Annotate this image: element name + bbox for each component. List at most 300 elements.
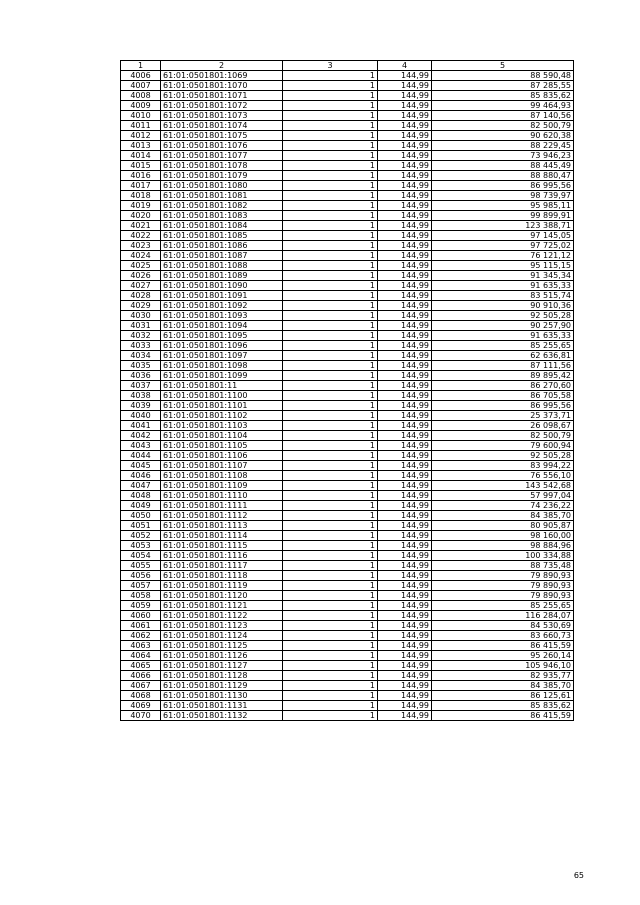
row-number-cell: 4009 — [121, 101, 161, 111]
value-cell: 79 600,94 — [432, 441, 574, 451]
value-cell: 82 935,77 — [432, 671, 574, 681]
table-row — [121, 121, 574, 131]
count-cell: 1 — [283, 521, 378, 531]
area-cell: 144,99 — [378, 421, 432, 431]
table-row — [121, 191, 574, 201]
row-number-cell: 4032 — [121, 331, 161, 341]
area-cell: 144,99 — [378, 561, 432, 571]
count-cell: 1 — [283, 241, 378, 251]
cadastral-number-cell: 61:01:0501801:1073 — [161, 111, 283, 121]
area-cell: 144,99 — [378, 311, 432, 321]
row-number-cell: 4045 — [121, 461, 161, 471]
table-row — [121, 471, 574, 481]
cadastral-number-cell: 61:01:0501801:1098 — [161, 361, 283, 371]
value-cell: 100 334,88 — [432, 551, 574, 561]
area-cell: 144,99 — [378, 451, 432, 461]
count-cell: 1 — [283, 411, 378, 421]
area-cell: 144,99 — [378, 401, 432, 411]
count-cell: 1 — [283, 591, 378, 601]
value-cell: 98 739,97 — [432, 191, 574, 201]
row-number-cell: 4036 — [121, 371, 161, 381]
table-row — [121, 601, 574, 611]
cadastral-number-cell: 61:01:0501801:1094 — [161, 321, 283, 331]
area-cell: 144,99 — [378, 191, 432, 201]
cadastral-number-cell: 61:01:0501801:1107 — [161, 461, 283, 471]
row-number-cell: 4007 — [121, 81, 161, 91]
value-cell: 80 905,87 — [432, 521, 574, 531]
count-cell: 1 — [283, 321, 378, 331]
count-cell: 1 — [283, 201, 378, 211]
table-row — [121, 181, 574, 191]
table-row — [121, 571, 574, 581]
table-row — [121, 321, 574, 331]
count-cell: 1 — [283, 691, 378, 701]
area-cell: 144,99 — [378, 591, 432, 601]
row-number-cell: 4018 — [121, 191, 161, 201]
cadastral-number-cell: 61:01:0501801:1074 — [161, 121, 283, 131]
count-cell: 1 — [283, 371, 378, 381]
row-number-cell: 4031 — [121, 321, 161, 331]
count-cell: 1 — [283, 71, 378, 81]
cadastral-number-cell: 61:01:0501801:1092 — [161, 301, 283, 311]
cadastral-number-cell: 61:01:0501801:1114 — [161, 531, 283, 541]
row-number-cell: 4057 — [121, 581, 161, 591]
table-row — [121, 101, 574, 111]
row-number-cell: 4068 — [121, 691, 161, 701]
cadastral-number-cell: 61:01:0501801:1083 — [161, 211, 283, 221]
area-cell: 144,99 — [378, 431, 432, 441]
table-row — [121, 111, 574, 121]
cadastral-number-cell: 61:01:0501801:1104 — [161, 431, 283, 441]
table-row — [121, 241, 574, 251]
value-cell: 95 985,11 — [432, 201, 574, 211]
table-row — [121, 421, 574, 431]
area-cell: 144,99 — [378, 131, 432, 141]
row-number-cell: 4039 — [121, 401, 161, 411]
table-row — [121, 671, 574, 681]
value-cell: 92 505,28 — [432, 451, 574, 461]
table-row — [121, 331, 574, 341]
value-cell: 99 899,91 — [432, 211, 574, 221]
cadastral-number-cell: 61:01:0501801:1071 — [161, 91, 283, 101]
value-cell: 143 542,68 — [432, 481, 574, 491]
value-cell: 89 895,42 — [432, 371, 574, 381]
row-number-cell: 4037 — [121, 381, 161, 391]
table-row — [121, 201, 574, 211]
count-cell: 1 — [283, 531, 378, 541]
cadastral-number-cell: 61:01:0501801:1128 — [161, 671, 283, 681]
value-cell: 86 415,59 — [432, 641, 574, 651]
row-number-cell: 4033 — [121, 341, 161, 351]
area-cell: 144,99 — [378, 481, 432, 491]
count-cell: 1 — [283, 481, 378, 491]
table-row — [121, 391, 574, 401]
count-cell: 1 — [283, 611, 378, 621]
value-cell: 86 995,56 — [432, 181, 574, 191]
value-cell: 83 660,73 — [432, 631, 574, 641]
table-row — [121, 541, 574, 551]
cadastral-number-cell: 61:01:0501801:1077 — [161, 151, 283, 161]
table-row — [121, 351, 574, 361]
value-cell: 95 260,14 — [432, 651, 574, 661]
area-cell: 144,99 — [378, 201, 432, 211]
area-cell: 144,99 — [378, 411, 432, 421]
area-cell: 144,99 — [378, 241, 432, 251]
row-number-cell: 4010 — [121, 111, 161, 121]
cadastral-number-cell: 61:01:0501801:1078 — [161, 161, 283, 171]
cadastral-number-cell: 61:01:0501801:1099 — [161, 371, 283, 381]
table-row — [121, 701, 574, 711]
count-cell: 1 — [283, 111, 378, 121]
table-row — [121, 511, 574, 521]
value-cell: 79 890,93 — [432, 571, 574, 581]
value-cell: 97 145,05 — [432, 231, 574, 241]
row-number-cell: 4059 — [121, 601, 161, 611]
value-cell: 91 345,34 — [432, 271, 574, 281]
row-number-cell: 4042 — [121, 431, 161, 441]
table-body — [121, 71, 574, 721]
count-cell: 1 — [283, 621, 378, 631]
cadastral-number-cell: 61:01:0501801:1112 — [161, 511, 283, 521]
row-number-cell: 4052 — [121, 531, 161, 541]
cadastral-number-cell: 61:01:0501801:1072 — [161, 101, 283, 111]
cadastral-number-cell: 61:01:0501801:1084 — [161, 221, 283, 231]
row-number-cell: 4069 — [121, 701, 161, 711]
table-row — [121, 501, 574, 511]
table-row — [121, 651, 574, 661]
area-cell: 144,99 — [378, 661, 432, 671]
cadastral-number-cell: 61:01:0501801:1097 — [161, 351, 283, 361]
count-cell: 1 — [283, 651, 378, 661]
cadastral-number-cell: 61:01:0501801:1120 — [161, 591, 283, 601]
count-cell: 1 — [283, 441, 378, 451]
value-cell: 86 705,58 — [432, 391, 574, 401]
area-cell: 144,99 — [378, 351, 432, 361]
value-cell: 73 946,23 — [432, 151, 574, 161]
count-cell: 1 — [283, 421, 378, 431]
count-cell: 1 — [283, 331, 378, 341]
row-number-cell: 4058 — [121, 591, 161, 601]
value-cell: 82 500,79 — [432, 121, 574, 131]
table-row — [121, 431, 574, 441]
table-row — [121, 681, 574, 691]
count-cell: 1 — [283, 181, 378, 191]
row-number-cell: 4014 — [121, 151, 161, 161]
page-number: 65 — [573, 871, 584, 880]
row-number-cell: 4044 — [121, 451, 161, 461]
table-row — [121, 481, 574, 491]
area-cell: 144,99 — [378, 541, 432, 551]
value-cell: 90 910,36 — [432, 301, 574, 311]
value-cell: 87 111,56 — [432, 361, 574, 371]
column-header-1: 1 — [121, 61, 161, 71]
count-cell: 1 — [283, 131, 378, 141]
row-number-cell: 4049 — [121, 501, 161, 511]
count-cell: 1 — [283, 541, 378, 551]
value-cell: 95 115,15 — [432, 261, 574, 271]
row-number-cell: 4048 — [121, 491, 161, 501]
value-cell: 90 620,38 — [432, 131, 574, 141]
area-cell: 144,99 — [378, 471, 432, 481]
table-row — [121, 451, 574, 461]
table-row — [121, 641, 574, 651]
cadastral-number-cell: 61:01:0501801:1103 — [161, 421, 283, 431]
row-number-cell: 4029 — [121, 301, 161, 311]
value-cell: 74 236,22 — [432, 501, 574, 511]
row-number-cell: 4012 — [121, 131, 161, 141]
row-number-cell: 4050 — [121, 511, 161, 521]
row-number-cell: 4041 — [121, 421, 161, 431]
count-cell: 1 — [283, 661, 378, 671]
row-number-cell: 4024 — [121, 251, 161, 261]
value-cell: 99 464,93 — [432, 101, 574, 111]
row-number-cell: 4008 — [121, 91, 161, 101]
value-cell: 85 835,62 — [432, 91, 574, 101]
count-cell: 1 — [283, 431, 378, 441]
table-row — [121, 231, 574, 241]
cadastral-number-cell: 61:01:0501801:1082 — [161, 201, 283, 211]
count-cell: 1 — [283, 571, 378, 581]
row-number-cell: 4055 — [121, 561, 161, 571]
row-number-cell: 4019 — [121, 201, 161, 211]
count-cell: 1 — [283, 631, 378, 641]
cadastral-number-cell: 61:01:0501801:1117 — [161, 561, 283, 571]
row-number-cell: 4061 — [121, 621, 161, 631]
count-cell: 1 — [283, 641, 378, 651]
area-cell: 144,99 — [378, 321, 432, 331]
cadastral-number-cell: 61:01:0501801:1095 — [161, 331, 283, 341]
count-cell: 1 — [283, 461, 378, 471]
area-cell: 144,99 — [378, 81, 432, 91]
count-cell: 1 — [283, 281, 378, 291]
cadastral-number-cell: 61:01:0501801:1086 — [161, 241, 283, 251]
area-cell: 144,99 — [378, 441, 432, 451]
count-cell: 1 — [283, 211, 378, 221]
cadastral-number-cell: 61:01:0501801:1093 — [161, 311, 283, 321]
value-cell: 57 997,04 — [432, 491, 574, 501]
cadastral-number-cell: 61:01:0501801:11 — [161, 381, 283, 391]
count-cell: 1 — [283, 161, 378, 171]
row-number-cell: 4027 — [121, 281, 161, 291]
cadastral-number-cell: 61:01:0501801:1076 — [161, 141, 283, 151]
area-cell: 144,99 — [378, 211, 432, 221]
area-cell: 144,99 — [378, 171, 432, 181]
area-cell: 144,99 — [378, 621, 432, 631]
table-row — [121, 581, 574, 591]
value-cell: 79 890,93 — [432, 591, 574, 601]
value-cell: 88 445,49 — [432, 161, 574, 171]
cadastral-number-cell: 61:01:0501801:1079 — [161, 171, 283, 181]
table-row — [121, 131, 574, 141]
area-cell: 144,99 — [378, 281, 432, 291]
count-cell: 1 — [283, 171, 378, 181]
row-number-cell: 4021 — [121, 221, 161, 231]
area-cell: 144,99 — [378, 181, 432, 191]
cadastral-number-cell: 61:01:0501801:1090 — [161, 281, 283, 291]
value-cell: 98 884,96 — [432, 541, 574, 551]
table-row — [121, 251, 574, 261]
value-cell: 85 255,65 — [432, 601, 574, 611]
cadastral-number-cell: 61:01:0501801:1113 — [161, 521, 283, 531]
row-number-cell: 4013 — [121, 141, 161, 151]
count-cell: 1 — [283, 101, 378, 111]
row-number-cell: 4038 — [121, 391, 161, 401]
row-number-cell: 4034 — [121, 351, 161, 361]
count-cell: 1 — [283, 551, 378, 561]
area-cell: 144,99 — [378, 71, 432, 81]
count-cell: 1 — [283, 271, 378, 281]
value-cell: 79 890,93 — [432, 581, 574, 591]
row-number-cell: 4053 — [121, 541, 161, 551]
table-row — [121, 171, 574, 181]
area-cell: 144,99 — [378, 101, 432, 111]
table-row — [121, 281, 574, 291]
area-cell: 144,99 — [378, 271, 432, 281]
table-row — [121, 71, 574, 81]
area-cell: 144,99 — [378, 611, 432, 621]
cadastral-number-cell: 61:01:0501801:1088 — [161, 261, 283, 271]
cadastral-number-cell: 61:01:0501801:1096 — [161, 341, 283, 351]
cadastral-number-cell: 61:01:0501801:1124 — [161, 631, 283, 641]
count-cell: 1 — [283, 121, 378, 131]
table-row — [121, 661, 574, 671]
cadastral-number-cell: 61:01:0501801:1102 — [161, 411, 283, 421]
value-cell: 76 556,10 — [432, 471, 574, 481]
cadastral-number-cell: 61:01:0501801:1070 — [161, 81, 283, 91]
area-cell: 144,99 — [378, 261, 432, 271]
value-cell: 92 505,28 — [432, 311, 574, 321]
area-cell: 144,99 — [378, 641, 432, 651]
value-cell: 88 735,48 — [432, 561, 574, 571]
table-row — [121, 461, 574, 471]
column-header-4: 4 — [378, 61, 432, 71]
area-cell: 144,99 — [378, 631, 432, 641]
value-cell: 88 229,45 — [432, 141, 574, 151]
area-cell: 144,99 — [378, 341, 432, 351]
cadastral-number-cell: 61:01:0501801:1122 — [161, 611, 283, 621]
area-cell: 144,99 — [378, 701, 432, 711]
cadastral-number-cell: 61:01:0501801:1106 — [161, 451, 283, 461]
table-row — [121, 91, 574, 101]
row-number-cell: 4066 — [121, 671, 161, 681]
count-cell: 1 — [283, 581, 378, 591]
table-row — [121, 521, 574, 531]
header-row — [121, 61, 574, 71]
value-cell: 84 385,70 — [432, 681, 574, 691]
value-cell: 88 880,47 — [432, 171, 574, 181]
table-header — [121, 61, 574, 71]
count-cell: 1 — [283, 711, 378, 721]
area-cell: 144,99 — [378, 141, 432, 151]
count-cell: 1 — [283, 91, 378, 101]
table-row — [121, 371, 574, 381]
row-number-cell: 4028 — [121, 291, 161, 301]
table-row — [121, 591, 574, 601]
area-cell: 144,99 — [378, 551, 432, 561]
count-cell: 1 — [283, 561, 378, 571]
value-cell: 85 255,65 — [432, 341, 574, 351]
value-cell: 91 635,33 — [432, 281, 574, 291]
cadastral-number-cell: 61:01:0501801:1069 — [161, 71, 283, 81]
value-cell: 86 415,59 — [432, 711, 574, 721]
table-row — [121, 161, 574, 171]
cadastral-number-cell: 61:01:0501801:1101 — [161, 401, 283, 411]
value-cell: 84 385,70 — [432, 511, 574, 521]
area-cell: 144,99 — [378, 521, 432, 531]
row-number-cell: 4046 — [121, 471, 161, 481]
value-cell: 86 270,60 — [432, 381, 574, 391]
table-row — [121, 291, 574, 301]
table-row — [121, 711, 574, 721]
count-cell: 1 — [283, 401, 378, 411]
table-row — [121, 401, 574, 411]
count-cell: 1 — [283, 501, 378, 511]
table-row — [121, 271, 574, 281]
cadastral-number-cell: 61:01:0501801:1131 — [161, 701, 283, 711]
area-cell: 144,99 — [378, 571, 432, 581]
row-number-cell: 4065 — [121, 661, 161, 671]
value-cell: 83 515,74 — [432, 291, 574, 301]
area-cell: 144,99 — [378, 221, 432, 231]
cadastral-number-cell: 61:01:0501801:1110 — [161, 491, 283, 501]
cadastral-number-cell: 61:01:0501801:1111 — [161, 501, 283, 511]
table-row — [121, 631, 574, 641]
table-row — [121, 341, 574, 351]
count-cell: 1 — [283, 451, 378, 461]
area-cell: 144,99 — [378, 491, 432, 501]
table-row — [121, 301, 574, 311]
count-cell: 1 — [283, 361, 378, 371]
table-row — [121, 691, 574, 701]
value-cell: 116 284,07 — [432, 611, 574, 621]
value-cell: 86 125,61 — [432, 691, 574, 701]
table-row — [121, 561, 574, 571]
count-cell: 1 — [283, 381, 378, 391]
cadastral-number-cell: 61:01:0501801:1115 — [161, 541, 283, 551]
cadastral-number-cell: 61:01:0501801:1100 — [161, 391, 283, 401]
area-cell: 144,99 — [378, 601, 432, 611]
area-cell: 144,99 — [378, 711, 432, 721]
count-cell: 1 — [283, 601, 378, 611]
area-cell: 144,99 — [378, 651, 432, 661]
area-cell: 144,99 — [378, 531, 432, 541]
value-cell: 86 995,56 — [432, 401, 574, 411]
area-cell: 144,99 — [378, 691, 432, 701]
column-header-5: 5 — [432, 61, 574, 71]
value-cell: 88 590,48 — [432, 71, 574, 81]
row-number-cell: 4015 — [121, 161, 161, 171]
value-cell: 82 500,79 — [432, 431, 574, 441]
count-cell: 1 — [283, 351, 378, 361]
value-cell: 85 835,62 — [432, 701, 574, 711]
count-cell: 1 — [283, 391, 378, 401]
table-row — [121, 531, 574, 541]
area-cell: 144,99 — [378, 91, 432, 101]
row-number-cell: 4051 — [121, 521, 161, 531]
column-header-2: 2 — [161, 61, 283, 71]
count-cell: 1 — [283, 511, 378, 521]
row-number-cell: 4060 — [121, 611, 161, 621]
row-number-cell: 4020 — [121, 211, 161, 221]
cadastral-number-cell: 61:01:0501801:1125 — [161, 641, 283, 651]
cadastral-number-cell: 61:01:0501801:1126 — [161, 651, 283, 661]
value-cell: 105 946,10 — [432, 661, 574, 671]
row-number-cell: 4006 — [121, 71, 161, 81]
cadastral-number-cell: 61:01:0501801:1121 — [161, 601, 283, 611]
value-cell: 84 530,69 — [432, 621, 574, 631]
value-cell: 90 257,90 — [432, 321, 574, 331]
table-row — [121, 611, 574, 621]
